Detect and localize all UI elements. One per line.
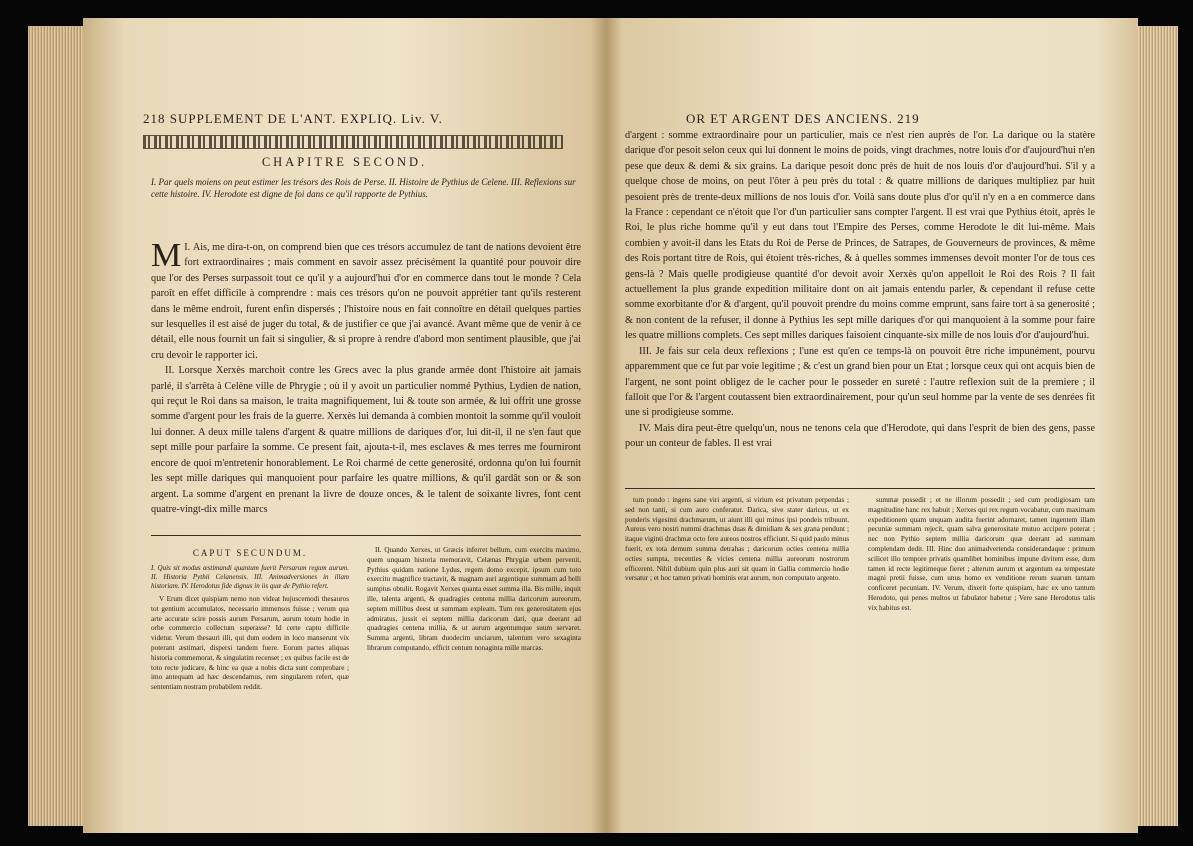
latin-column-2 [868,496,1095,614]
footnote-rule [625,488,1095,489]
ornament-band [143,135,563,149]
latin-summary: I. Quis sit modus æstimandi quantum fuerit Persarum regum aurum. II. Historia Pythii Celanensis. III. Animadversiones in illam historiam. IV. Herodotus fide dignus in iis quæ de Pythio refert. [151,564,349,590]
paragraph-3: III. Je fais sur cela deux reflexions ; l'une est qu'en ce temps-là on pouvoit être riche impunément, pourvu apparemment que ce fut par voie legitime ; & c'est un grand bien pour un Etat ; lorsque ceux qui ont acquis bien de l'argent, ne sont point obligez de le cacher pour le posseder en sureté : l'autre reflexion suit de la premiere ; il falloit que l'or & l'argent coutassent bien extraordinairement, pour qu'un seul homme par la vente de ses denrées fit une si prodigieuse somme. [625,345,1095,419]
paragraph-2: II. Lorsque Xerxès marchoit contre les Grecs avec la plus grande armée dont l'histoire ait jamais parlé, il s'arrêta à Celène ville de Phrygie ; où il y avoit un particulier nommé Pythius, Lydien de nation, qui reçut le Roi dans sa maison, le traita magnifiquement, lui & toute son armée, & lui offrit une grosse somme d'argent pour les frais de la guerre. Xerxès lui demanda à combien montoit la somme qu'il vouloit lui donner. A deux mille talens d'argent & quatre millions de dariques d'or, lui dit-il, il ne s'en faut que sept mille pour parfaire la somme. Ce present fait, ajouta-t-il, mes esclaves & mes terres me fourniront encore de quoi m'entretenir honorablement. Le Roi charmé de cette generosité, ordonna qu'on lui fournit les sept mille dariques qui manquoient pour parfaire les quatre millions, & qu'il gardât son or & son argent. La somme d'argent en prenant la livre de douze onces, & le talent de soixante livres, font cent quatre-vingt-dix mille marcs [151,365,581,515]
left-french-text [151,237,582,517]
latin-paragraph: II. Quando Xerxes, ut Græcis inferret bellum, cum exercitu maximo, quem unquam historia memoravit, Celænas Phrygiæ urbem pervenit, Pythius quidam natione Lydus, regem domo excepit, ipsum cum toto exercitu magnifice tractavit, & magnam auri argentique summam ad belli sumptus obtulit. Rogavit Xerxes quanta esset summa illa. Bis mille, inquit ille, talenta argenti, & quadragies centena millia daricorum aureorum, septem millibus deest ut summam expleam. Tum rex generositatem ejus admiratus, jussit ei septem millia daricorum dari, quæ deerant ad quadragies centena millia, & ut aurum argentumque suum servaret. Summa argenti, libram duodecim unciarum, talentum vero sexaginta librarum computando, efficit centum nonaginta mille marcas. [367,546,581,652]
chapter-summary: I. Par quels moiens on peut estimer les trésors des Rois de Perse. II. Histoire de Pythius de Celene. III. Reflexions sur cette histoire. IV. Herodote est digne de foi dans ce qu'il rapporte de Pythius. [151,177,576,199]
latin-column-2 [367,546,581,654]
latin-column-1 [625,496,849,584]
left-running-header: 218 SUPPLEMENT DE L'ANT. EXPLIQ. Liv. V. [143,111,443,126]
latin-paragraph: tum pondo : ingens sane viri argenti, si virium est privatum perpendas ; sed non tanti, si cum auro conferatur. Darica, sive stater daricus, ut ex ponderis vigesimi drachmarum, ut aiunt illi qui minus ipsi pondeis tribuunt. Aureus vero nostri nummi drachmas duas & dimidiam & sex grana pendunt ; itaque viginti drachmæ octo fere aureos nostros efficiunt. Si quid paulo minus fuerit, ex tota demum summa detrahas ; daricorum octies centena millia octies sumpta, trecenties & vicies centena millia aureorum nostrorum efficerent. Nihil dubium quin plus auri sit quam in Gallia commercio hodie versatur ; et hoc tamen privati hominis erat aurum, non computato argento. [625,496,849,583]
latin-paragraph: V Erum dicet quispiam nemo non videat hujuscemodi thesauros tot gentium accumulatos, necessario immensos fuisse ; verum qua arte accurate scire possis aurum Persarum, aurum totum hodie in orbe commercio collectum superasse? Id certe captu difficile videtur. Verum thesauri illi, qui dum eodem in loco manserunt vix poterant æstimari, dispersi tandem fuere. Eorum partes aliquas historia commemorat, & singulatim recenset ; ex quibus facile est de toto recte judicare, & hinc ea quæ a nobis dicta sunt comprobare ; imo antequam ad hæc descendamus, rem singularem refert, quæ sententiam nostram probabilem reddit. [151,595,349,692]
latin-paragraph: summæ possedit ; et ne illorum possedit ; sed cum prodigiosam tam magnitudine hanc rex habuit ; Xerxes qui rex regum vocabatur, cum maximam expeditionem quam unquam audita fuerint adornaret, tamen ingentem illam pecuniæ summam rejecit, quam salva generositate mutuo accipere poterat ; nec non Pythio septem millia daricorum quæ deerant ad summam complendam dedit. III. Hinc duo animadvertenda considerandaque : primum scilicet illo tempore privatis quamlibet hominibus impune divitem esse, dum tamen id recte legitimeque fieret ; alterum aurum et argentum ea tempestate magni pretii fuisse, cum unus homo ex venditione rerum suarum tantam conficeret pecuniam. IV. Verum, dixerit forte quispiam, hæc ex uno tantum Herodoto, qui penes multos ut fabulator habetur ; Vere sane Herodotus talis vix habitus est. [868,496,1095,612]
para-number: I. [184,242,191,253]
paragraph-1: d'argent : somme extraordinaire pour un particulier, mais ce n'est rien auprès de l'or. La darique ou la statère darique d'or pesoit selon ceux qui lui donnent le moins de poids, vingt drachmes, notre louis d'or d'aujourd'hui n'en pese que deux & demi & six grains. La darique pesoit donc près de huit de nos louis d'or d'aujourd'hui. S'il y a quelque chose de moins, on peut l'ôter à peu près du total : & quatre millions de dariques multipliez par huit pesoient près de trente-deux millions de nos louis d'or. Voilà sans doute plus d'or qu'il n'y en a en commerce dans la France : cependant ce n'étoit que l'or d'un particulier sans compter l'argent. Il est vrai que Pythius étoit, après le Roi, le plus riche homme qu'il y eut dans tout l'Empire des Perses, comme Herodote le dit lui-même. Mais combien y avoit-il dans les Etats du Roi de Perse de Princes, de Satrapes, de Gouverneurs de provinces, & même des Rois portant titre de Rois, qui étoient très-riches, & à quelles sommes immenses devoit monter l'or de tous ces gens-là ? Mais quelle prodigieuse quantité d'or devoit avoir Xerxès qu'on appelloit le Roi des Rois ? Il fait actuellement la plus grande expedition militaire dont on ait jamais entendu parler, & cependant il refuse cette somme exorbitante d'or & d'argent, qu'il pouvoit prendre du moins comme emprunt, sans faire tort à sa generosité ; & non content de la refuser, il donne à Pythius les sept mille dariques d'or qui manquoient à la somme pour faire les quatre millions complets. Ces sept milles dariques faisoient cinquante-six mille de nos louis d'or d'aujourd'hui. [625,130,1095,342]
drop-cap: M [151,237,182,274]
right-running-header: OR ET ARGENT DES ANCIENS. 219 [686,111,920,126]
latin-chapter-title: CAPUT SECUNDUM. [192,548,308,558]
right-page [606,18,1138,833]
page-edges-left [28,26,88,826]
paragraph-4: IV. Mais dira peut-être quelqu'un, nous ne tenons cela que d'Herodote, qui dans l'esprit de bien des gens, passe pour un conteur de fables. Il est vrai [625,422,1095,450]
left-page [83,18,606,833]
footnote-rule [151,535,581,536]
right-french-text [625,128,1095,452]
paragraph-1: Ais, me dira-t-on, on comprend bien que ces trésors accumulez de tant de nations devoient être fort extraordinaires ; mais comment en savoir assez précisément la quantité pour pouvoir dire que l'or des Perses surpassoit tout ce qu'il y a aujourd'hui d'or en commerce dans tout le monde ? Cela paroît en effet difficile à comprendre : mais ces trésors qu'on ne pouvoit apprétier tant qu'ils resterent dans le même endroit, furent enfin dispersés ; l'histoire nous en fait connoître en détail quelques parties sur lesquelles il est aisé de juger du total, & de justifier ce que j'ai avancé. Avant même que de venir à ce détail, elle nous fournit un fait si singulier, & si propre à rendre d'abord mon sentiment plausible, que j'ai cru devoir le rapporter ici. [151,242,582,361]
chapter-title: CHAPITRE SECOND. [261,155,428,169]
open-book [28,18,1178,833]
page-edges-right [1136,26,1178,826]
latin-column-1 [151,564,349,693]
